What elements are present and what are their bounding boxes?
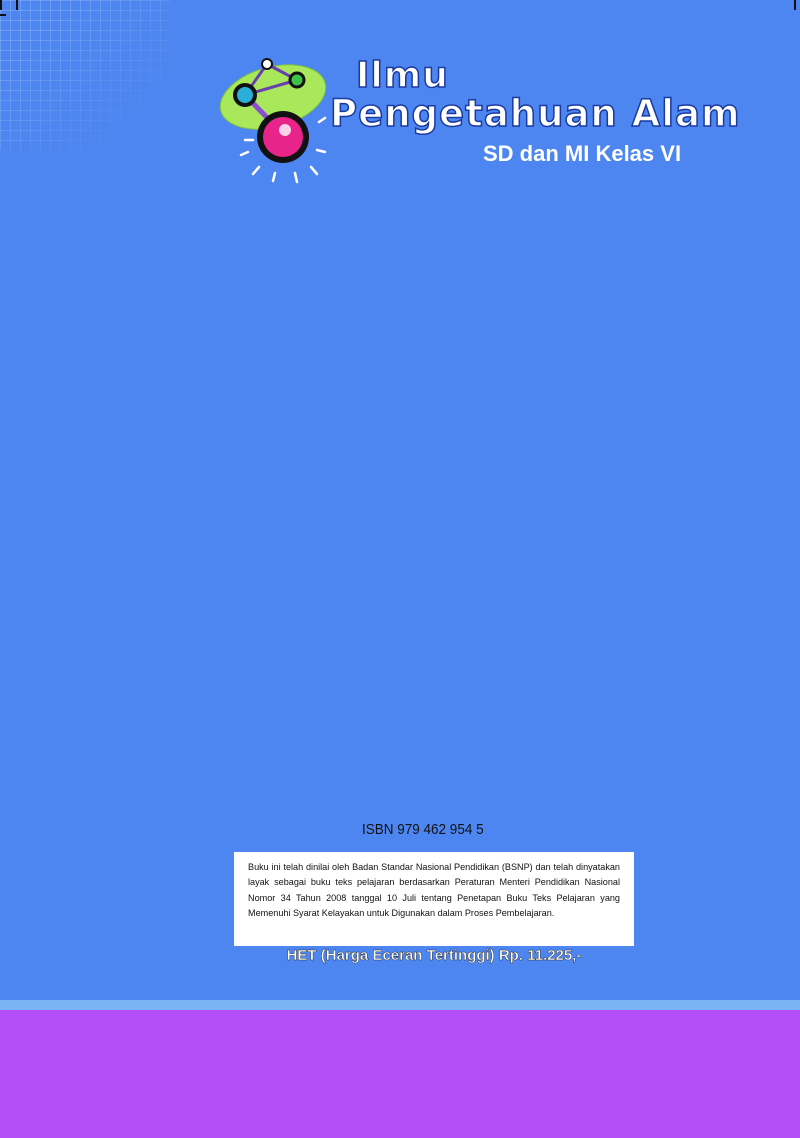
bsnp-notice: Buku ini telah dinilai oleh Badan Standar Nasional Pendidikan (BSNP) dan telah dinyatakan layak sebagai buku teks pelajaran berdasarkan Peraturan Menteri Pendidikan Nasional Nomor 34 Tahun 2008 tanggal 10 Juli tentang Penetapan Buku Teks Pelajaran yang Memenuhi Syarat Kelayakan untuk Digunakan dalam Proses Pembelajaran. bbox=[234, 852, 634, 946]
crop-mark-left-mid bbox=[0, 14, 6, 16]
crop-mark-top-left-h bbox=[16, 0, 18, 10]
subtitle: SD dan MI Kelas VI bbox=[483, 141, 682, 166]
price-label: HET (Harga Eceran Tertinggi) Rp. 11.225,- bbox=[286, 947, 582, 964]
bottom-band bbox=[0, 1010, 800, 1138]
title-line-1: Ilmu bbox=[356, 55, 449, 96]
molecule-icon bbox=[215, 52, 335, 192]
grid-pattern bbox=[0, 0, 170, 150]
title-line-2: Pengetahuan Alam bbox=[330, 92, 741, 135]
crop-mark-top-left bbox=[0, 0, 2, 10]
isbn: ISBN 979 462 954 5 bbox=[362, 821, 484, 838]
crop-mark-top-right bbox=[794, 0, 796, 10]
light-stripe bbox=[0, 1000, 800, 1010]
